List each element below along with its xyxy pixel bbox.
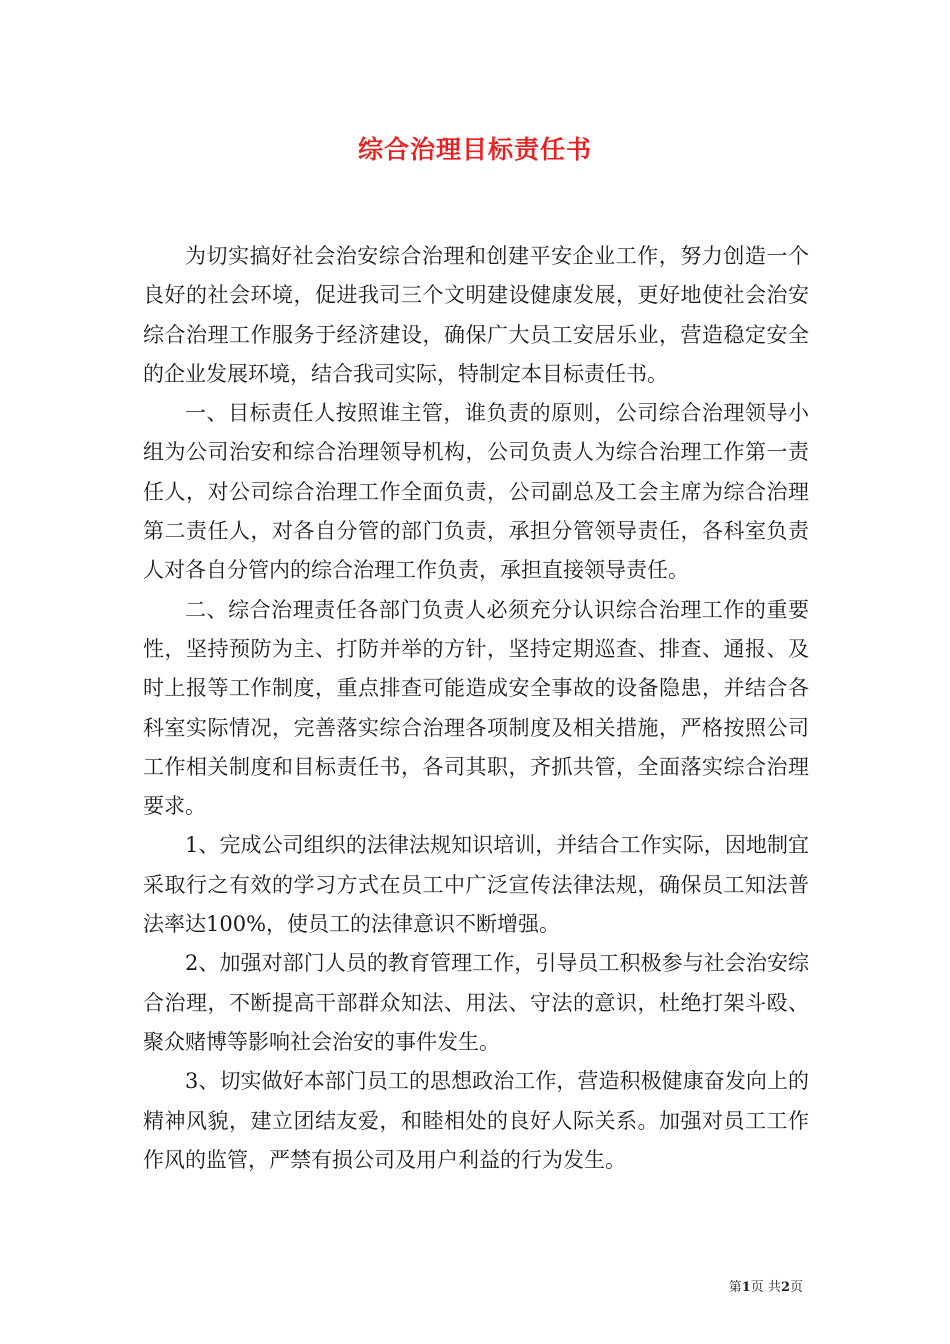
paragraph-item-2: 2、加强对部门人员的教育管理工作，引导员工积极参与社会治安综合治理，不断提高干部群众知法、用法、守法的意识，杜绝打架斗殴、聚众赌博等影响社会治安的事件发生。 [143, 951, 809, 1054]
footer-suffix: 页 [789, 1280, 803, 1295]
paragraph-item-1: 1、完成公司组织的法律法规知识培训，并结合工作实际，因地制宜采取行之有效的学习方式在员工中广泛宣传法律法规，确保员工知法普法率达100%，使员工的法律意识不断增强。 [143, 833, 809, 937]
footer-middle: 页 共 [750, 1280, 781, 1295]
footer-prefix: 第 [728, 1280, 742, 1295]
document-title: 综合治理目标责任书 [357, 135, 592, 164]
paragraph-item-3: 3、切实做好本部门员工的思想政治工作，营造积极健康奋发向上的精神风貌，建立团结友爱，和睦相处的良好人际关系。加强对员工工作作风的监管，严禁有损公司及用户利益的行为发生。 [143, 1069, 809, 1172]
footer-current-page: 1 [741, 1280, 751, 1295]
footer-total-pages: 2 [780, 1280, 790, 1295]
document-body [143, 237, 809, 1180]
paragraph-intro: 为切实搞好社会治安综合治理和创建平安企业工作，努力创造一个良好的社会环境，促进我司三个文明建设健康发展，更好地使社会治安综合治理工作服务于经济建设，确保广大员工安居乐业，营造稳定安全的企业发展环境，结合我司实际，特制定本目标责任书。 [143, 244, 809, 386]
page-number-footer [729, 1279, 803, 1297]
paragraph-section-2: 二、综合治理责任各部门负责人必须充分认识综合治理工作的重要性，坚持预防为主、打防并举的方针，坚持定期巡查、排查、通报、及时上报等工作制度，重点排查可能造成安全事故的设备隐患，并结合各科室实际情况，完善落实综合治理各项制度及相关措施，严格按照公司工作相关制度和目标责任书，各司其职，齐抓共管，全面落实综合治理要求。 [143, 597, 809, 819]
paragraph-section-1: 一、目标责任人按照谁主管，谁负责的原则，公司综合治理领导小组为公司治安和综合治理领导机构，公司负责人为综合治理工作第一责任人，对公司综合治理工作全面负责，公司副总及工会主席为综合治理第二责任人，对各自分管的部门负责，承担分管领导责任，各科室负责人对各自分管内的综合治理工作负责，承担直接领导责任。 [143, 401, 809, 583]
